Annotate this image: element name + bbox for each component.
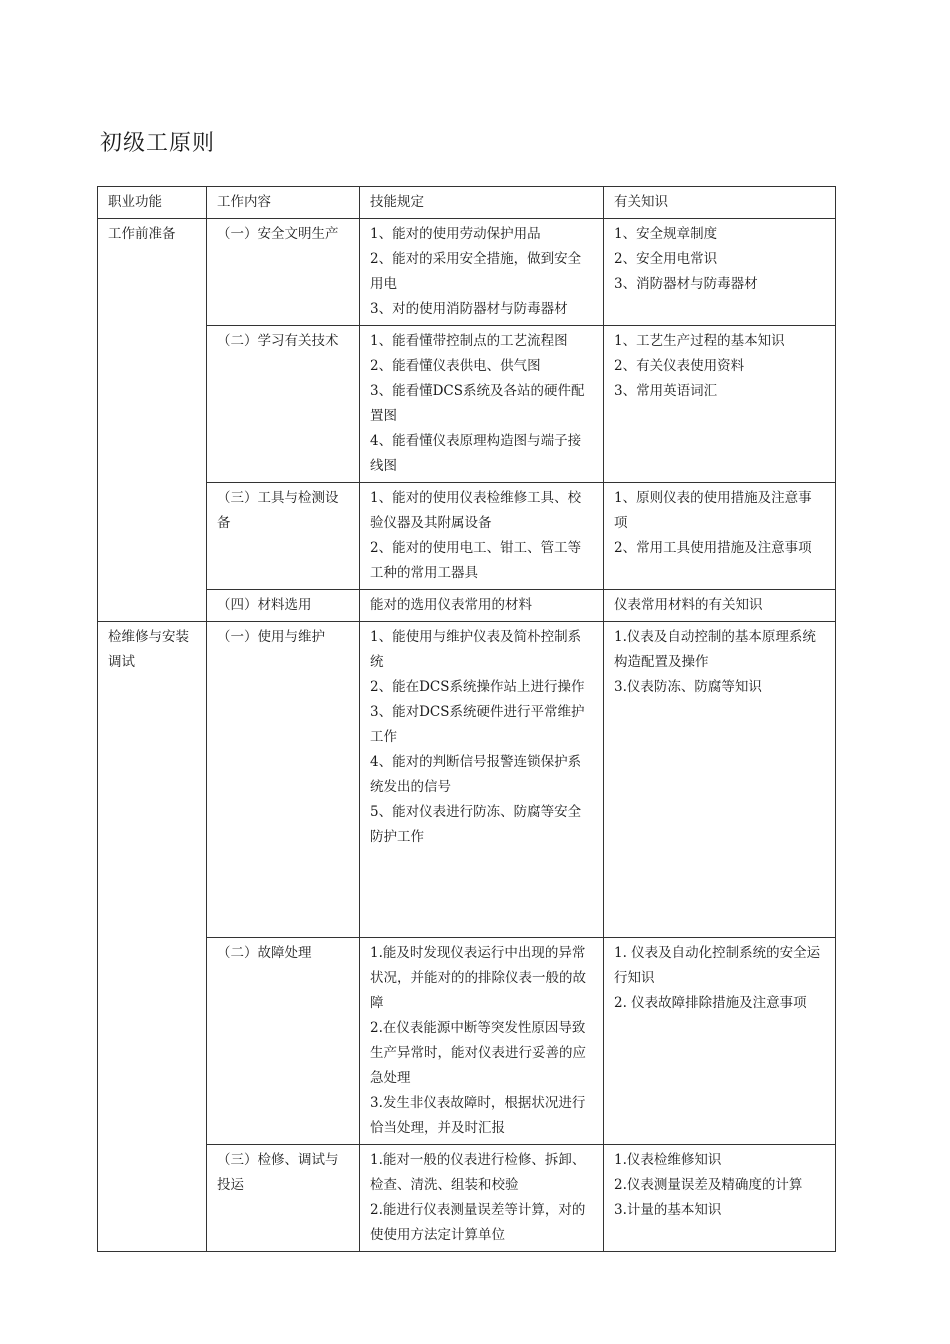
knowledge-item: 3.计量的基本知识 [614,1202,722,1218]
knowledge-cell [604,1145,836,1252]
skills-cell [360,938,604,1145]
skill-item: 1.能对一般的仪表进行检修、拆卸、检查、清洗、组装和校验 [370,1152,586,1193]
content-cell: （三）工具与检测设备 [207,483,360,590]
knowledge-item: 3.仪表防冻、防腐等知识 [614,679,762,695]
skills-cell [360,590,604,622]
knowledge-cell [604,219,836,326]
skill-item: 能对的选用仪表常用的材料 [370,597,532,613]
skill-item: 2、能在DCS系统操作站上进行操作 [370,679,585,695]
knowledge-item: 3、常用英语词汇 [614,383,718,399]
content-cell: （二）学习有关技术 [207,326,360,483]
table-row [98,326,836,483]
page-title: 初级工原则 [100,131,216,156]
knowledge-cell [604,326,836,483]
table-row [98,1145,836,1252]
skill-item: 2.在仪表能源中断等突发性原因导致生产异常时，能对仪表进行妥善的应急处理 [370,1020,586,1086]
knowledge-cell [604,622,836,938]
skill-item: 3、能看懂DCS系统及各站的硬件配置图 [370,383,585,424]
skill-item: 1、能看懂带控制点的工艺流程图 [370,333,568,349]
standards-table [97,186,836,1252]
skill-item: 3、对的使用消防器材与防毒器材 [370,301,568,317]
knowledge-item: 1、安全规章制度 [614,226,718,242]
skill-item: 3.发生非仪表故障时，根据状况进行恰当处理，并及时汇报 [370,1095,586,1136]
header-knowledge: 有关知识 [604,187,836,219]
knowledge-item: 2. 仪表故障排除措施及注意事项 [614,995,807,1011]
skills-cell [360,219,604,326]
knowledge-item: 3、消防器材与防毒器材 [614,276,758,292]
table-row [98,622,836,938]
skills-cell [360,483,604,590]
skill-item: 5、能对仪表进行防冻、防腐等安全防护工作 [370,804,582,845]
knowledge-item: 1.仪表及自动控制的基本原理系统构造配置及操作 [614,629,816,670]
table-row [98,590,836,622]
skill-item: 2、能对的使用电工、钳工、管工等工种的常用工器具 [370,540,582,581]
skill-item: 2、能看懂仪表供电、供气图 [370,358,541,374]
content-cell: （二）故障处理 [207,938,360,1145]
skill-item: 2、能对的采用安全措施，做到安全用电 [370,251,582,292]
skill-item: 1、能对的使用劳动保护用品 [370,226,541,242]
function-cell: 检维修与安装调试 [98,622,207,1252]
knowledge-item: 2、安全用电常识 [614,251,718,267]
skill-item: 4、能看懂仪表原理构造图与端子接线图 [370,433,582,474]
skill-item: 2.能进行仪表测量误差等计算，对的使使用方法定计算单位 [370,1202,586,1243]
function-cell: 工作前准备 [98,219,207,622]
content-cell: （一）安全文明生产 [207,219,360,326]
header-skills: 技能规定 [360,187,604,219]
skill-item: 1、能使用与维护仪表及简朴控制系统 [370,629,582,670]
knowledge-item: 1、原则仪表的使用措施及注意事项 [614,490,812,531]
table-header-row [98,187,836,219]
skill-item: 3、能对DCS系统硬件进行平常维护工作 [370,704,585,745]
knowledge-cell [604,483,836,590]
content-cell: （三）检修、调试与投运 [207,1145,360,1252]
knowledge-cell [604,938,836,1145]
header-function: 职业功能 [98,187,207,219]
knowledge-item: 仪表常用材料的有关知识 [614,597,763,613]
knowledge-item: 2、有关仪表使用资料 [614,358,745,374]
skill-item: 1、能对的使用仪表检维修工具、校验仪器及其附属设备 [370,490,582,531]
header-content: 工作内容 [207,187,360,219]
table-row [98,483,836,590]
knowledge-item: 2.仪表测量误差及精确度的计算 [614,1177,803,1193]
skills-cell [360,326,604,483]
knowledge-item: 1.仪表检维修知识 [614,1152,722,1168]
table-row [98,219,836,326]
knowledge-item: 1、工艺生产过程的基本知识 [614,333,785,349]
skills-cell [360,622,604,938]
skills-cell [360,1145,604,1252]
content-cell: （四）材料选用 [207,590,360,622]
table-row [98,938,836,1145]
knowledge-item: 1. 仪表及自动化控制系统的安全运行知识 [614,945,821,986]
knowledge-cell [604,590,836,622]
skill-item: 1.能及时发现仪表运行中出现的异常状况，并能对的的排除仪表一般的故障 [370,945,586,1011]
content-cell: （一）使用与维护 [207,622,360,938]
skill-item: 4、能对的判断信号报警连锁保护系统发出的信号 [370,754,582,795]
knowledge-item: 2、常用工具使用措施及注意事项 [614,540,812,556]
